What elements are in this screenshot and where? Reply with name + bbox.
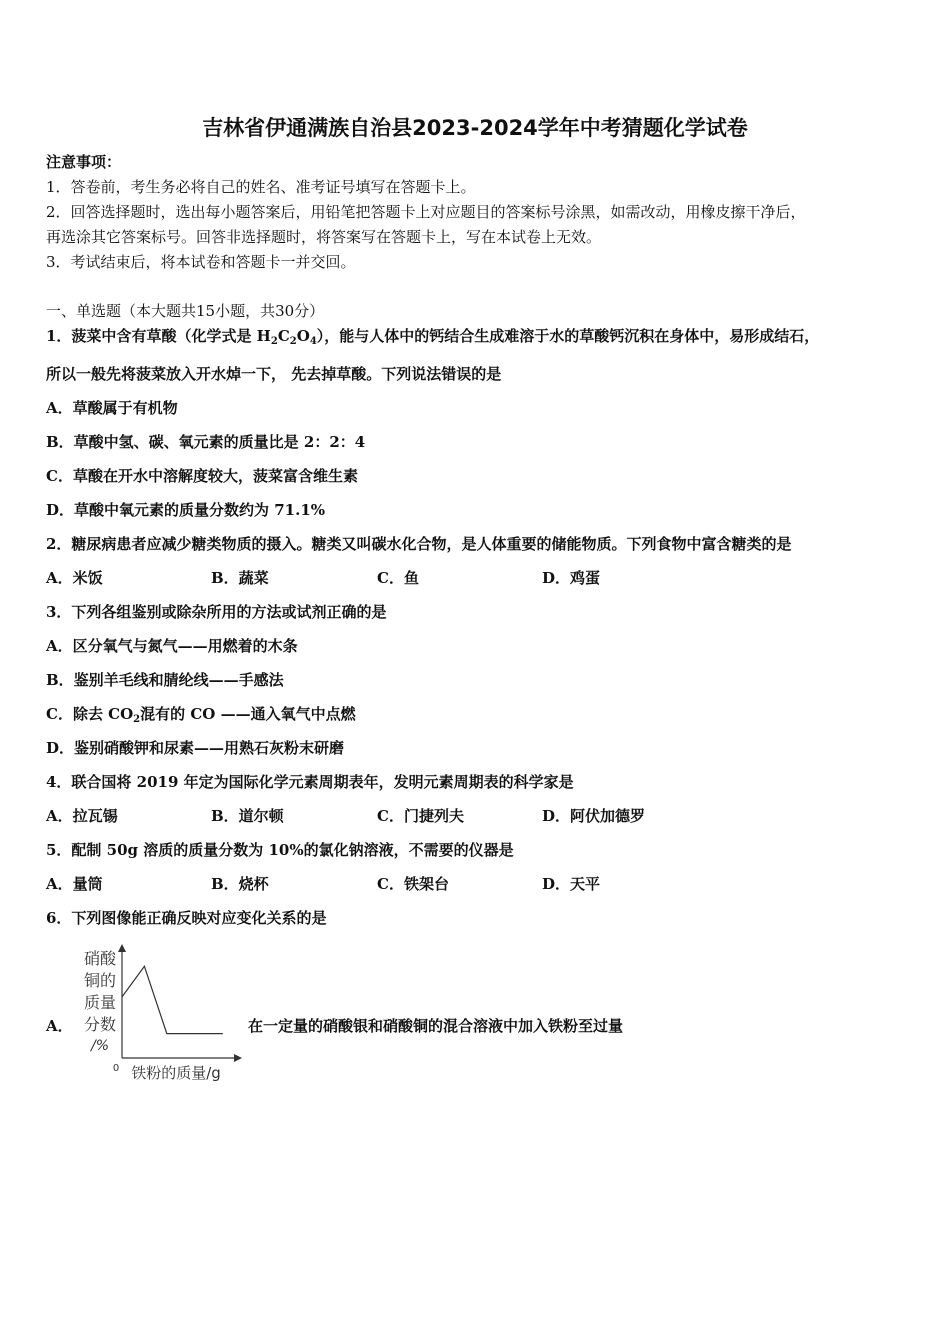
- y-label-line-4: 分数: [83, 1015, 117, 1034]
- q3-option-c-sub: 2: [133, 714, 141, 725]
- q1-option-c: C．草酸在开水中溶解度较大，菠菜富含维生素: [46, 467, 358, 485]
- q6-option-a-text: 在一定量的硝酸银和硝酸铜的混合溶液中加入铁粉至过量: [248, 1017, 624, 1035]
- section-heading: 一、单选题（本大题共15小题，共30分）: [46, 302, 325, 320]
- q3-option-d: D．鉴别硝酸钾和尿素——用熟石灰粉末研磨: [46, 739, 345, 757]
- q6-option-a-label: A．: [46, 1017, 73, 1035]
- q1-stem-b: ），能与人体中的钙结合生成难溶于水的草酸钙沉积在身体中，易形成结石，: [316, 327, 820, 345]
- q6-option-a-graph: [72, 940, 252, 1090]
- page-title: 吉林省伊通满族自治县2023-2024学年中考猜题化学试卷: [202, 116, 748, 140]
- q1-option-d: D．草酸中氧元素的质量分数约为 71.1%: [46, 501, 326, 519]
- q5-option-b: B．烧杯: [211, 875, 269, 893]
- q3-stem: 3．下列各组鉴别或除杂所用的方法或试剂正确的是: [46, 603, 387, 621]
- q3-option-c-post: 混有的 CO ——通入氧气中点燃: [140, 705, 356, 723]
- q1-sub-c: 2: [289, 336, 297, 347]
- notice-heading: 注意事项：: [46, 153, 122, 171]
- q1-stem: [46, 326, 819, 346]
- y-label-line-2: 铜的: [83, 971, 117, 990]
- q1-stem-a: 1．菠菜中含有草酸（化学式是 H: [46, 327, 271, 345]
- notice-item-1: 1．答卷前，考生务必将自己的姓名、准考证号填写在答题卡上。: [46, 178, 476, 196]
- series-line: [122, 966, 223, 1033]
- y-label-line-3: 质量: [83, 993, 117, 1012]
- y-axis-label: [84, 949, 117, 1054]
- origin-label: 0: [112, 1063, 120, 1074]
- q3-option-c: [46, 704, 356, 724]
- notice-item-3: 3．考试结束后，将本试卷和答题卡一并交回。: [46, 253, 356, 271]
- q1-sub-o: 4: [309, 336, 317, 347]
- y-label-line-5: /%: [90, 1038, 110, 1054]
- y-label-line-1: 硝酸: [83, 949, 117, 968]
- q3-option-c-pre: C．除去 CO: [46, 705, 134, 723]
- q4-option-a: A．拉瓦锡: [46, 807, 118, 825]
- q1-stem-cont: 所以一般先将菠菜放入开水焯一下， 先去掉草酸。下列说法错误的是: [46, 365, 502, 383]
- q5-option-d: D．天平: [542, 875, 601, 893]
- q5-option-c: C．铁架台: [377, 875, 449, 893]
- q4-stem: 4．联合国将 2019 年定为国际化学元素周期表年，发明元素周期表的科学家是: [46, 773, 574, 791]
- q2-option-b: B．蔬菜: [211, 569, 269, 587]
- notice-item-2-cont: 再选涂其它答案标号。回答非选择题时，将答案写在答题卡上，写在本试卷上无效。: [46, 228, 602, 246]
- q2-option-c: C．鱼: [377, 569, 419, 587]
- q1-option-a: A．草酸属于有机物: [46, 399, 178, 417]
- q5-option-a: A．量筒: [46, 875, 103, 893]
- q4-option-b: B．道尔顿: [211, 807, 284, 825]
- q3-option-b: B．鉴别羊毛线和腈纶线——手感法: [46, 671, 284, 689]
- x-axis-label: 铁粉的质量/g: [131, 1064, 221, 1082]
- q2-stem: 2．糖尿病患者应减少糖类物质的摄入。糖类又叫碳水化合物，是人体重要的储能物质。下列食物中富含糖类的是: [46, 535, 792, 553]
- q1-mid-o: O: [296, 327, 310, 345]
- q3-option-a: A．区分氧气与氮气——用燃着的木条: [46, 637, 298, 655]
- q1-option-b: B．草酸中氢、碳、氧元素的质量比是 2：2：4: [46, 433, 366, 451]
- q4-option-d: D．阿伏加德罗: [542, 807, 646, 825]
- notice-item-2: 2．回答选择题时，选出每小题答案后，用铅笔把答题卡上对应题目的答案标号涂黑，如需改动，用橡皮擦干净后，: [46, 203, 806, 221]
- q6-stem: 6．下列图像能正确反映对应变化关系的是: [46, 909, 327, 927]
- q4-option-c: C．门捷列夫: [377, 807, 464, 825]
- q5-stem: 5．配制 50g 溶质的质量分数为 10%的氯化钠溶液，不需要的仪器是: [46, 841, 514, 859]
- q1-mid-c: C: [277, 327, 290, 345]
- q2-option-d: D．鸡蛋: [542, 569, 601, 587]
- q2-option-a: A．米饭: [46, 569, 103, 587]
- q1-sub-h: 2: [270, 336, 278, 347]
